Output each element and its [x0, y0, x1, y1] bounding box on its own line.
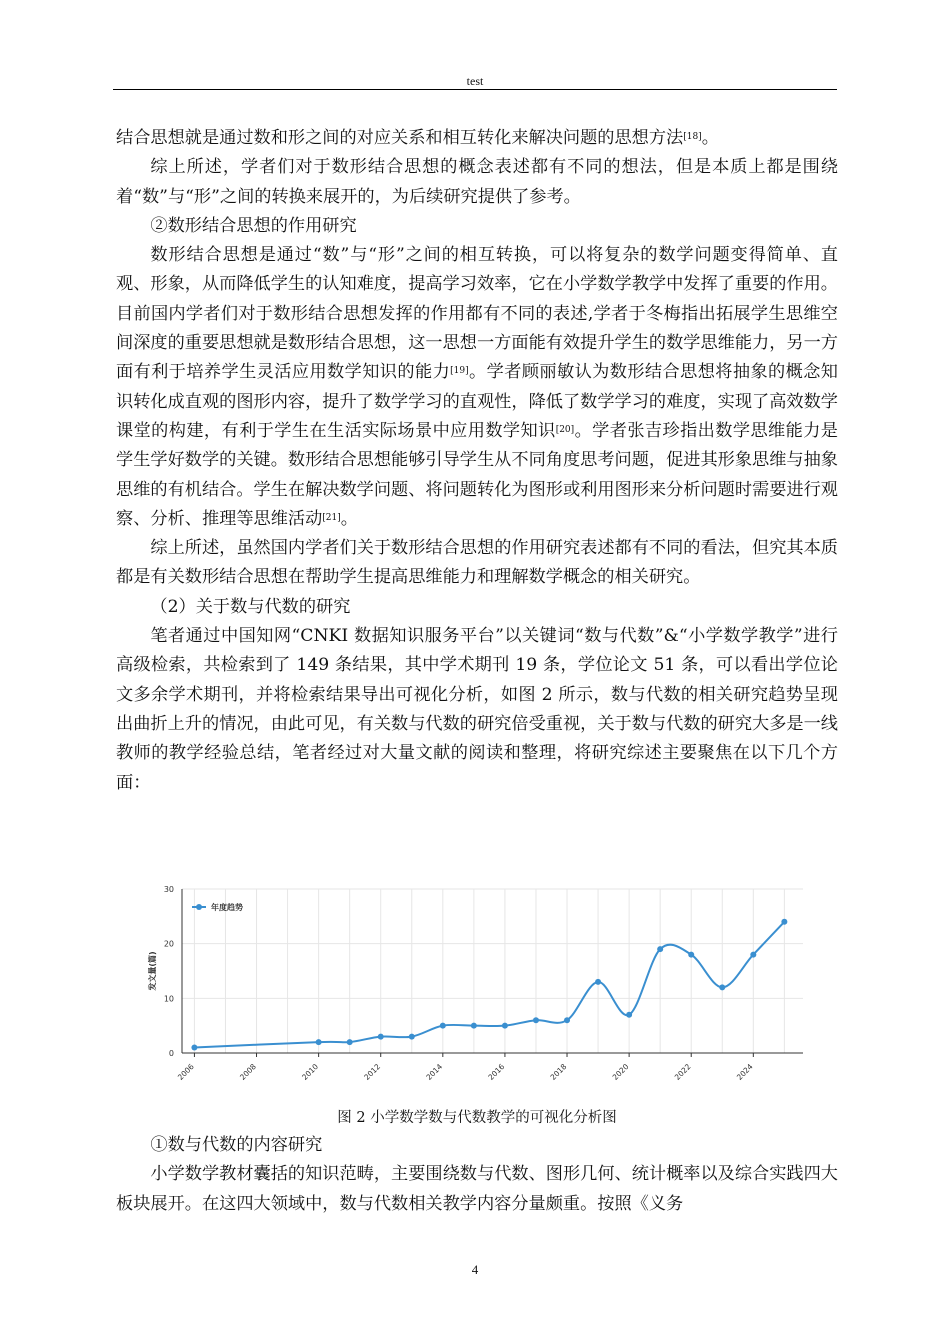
body-text-continued: [116, 1131, 838, 1219]
paragraph: 综上所述，学者们对于数形结合思想的概念表述都有不同的想法，但是本质上都是围绕着“数”与“形”之间的转换来展开的，为后续研究提供了参考。: [116, 157, 838, 207]
data-point: [719, 984, 725, 990]
x-tick-label: 2018: [548, 1062, 569, 1082]
data-point: [533, 1017, 539, 1023]
data-point: [502, 1023, 508, 1029]
x-tick-label: 2020: [610, 1062, 631, 1082]
data-point: [316, 1039, 322, 1045]
data-point: [471, 1023, 477, 1029]
data-point: [440, 1023, 446, 1029]
data-point: [595, 979, 601, 985]
y-tick-label: 10: [163, 994, 174, 1004]
x-tick-label: 2006: [175, 1062, 196, 1082]
data-point: [191, 1045, 197, 1051]
data-point: [781, 919, 787, 925]
series-line: [194, 922, 784, 1048]
x-tick-label: 2008: [238, 1062, 258, 1082]
paragraph: 结合思想就是通过数和形之间的对应关系和相互转化来解决问题的思想方法[18]。: [116, 128, 719, 148]
legend-marker: [196, 904, 202, 910]
x-tick-label: 2022: [672, 1062, 693, 1082]
x-tick-label: 2010: [300, 1062, 321, 1082]
figure-caption: 图 2 小学数学数与代数教学的可视化分析图: [337, 1110, 617, 1126]
page-header: test: [466, 74, 484, 88]
y-axis-label: 发文量(篇): [148, 951, 157, 991]
paragraph: 数形结合思想是通过“数”与“形”之间的相互转换，可以将复杂的数学问题变得简单、直观、形象，从而降低学生的认知难度，提高学习效率，它在小学数学教学中发挥了重要的作用。目前国内学者们对于数形结合思想发挥的作用都有不同的表述,学者于冬梅指出拓展学生思维空间深度的重要思想就是数形结合思想，这一思想一方面能有效提升学生的数学思维能力，另一方面有利于培养学生灵活应用数学知识的能力[19]。学者顾丽敏认为数形结合思想将抽象的概念知识转化成直观的图形内容，提升了数学学习的直观性，降低了数学学习的难度，实现了高效数学课堂的构建，有利于学生在生活实际场景中应用数学知识[20]。学者张吉珍指出数学思维能力是学生学好数学的关键。数形结合思想能够引导学生从不同角度思考问题，促进其形象思维与抽象思维的有机结合。学生在解决数学问题、将问题转化为图形或利用图形来分析问题时需要进行观察、分析、推理等思维活动[21]。: [116, 245, 838, 529]
data-point: [564, 1017, 570, 1023]
paragraph: 笔者通过中国知网“CNKI 数据知识服务平台”以关键词“数与代数”&“小学数学教学”进行高级检索，共检索到了 149 条结果，其中学术期刊 19 条，学位论文 51 条，可以看出学位论文多余学术期刊，并将检索结果导出可视化分析，如图 2 所示，数与代数的相关研究趋势呈现出曲折上升的情况，由此可见，有关数与代数的研究倍受重视，关于数与代数的研究大多是一线教师的教学经验总结，笔者经过对大量文献的阅读和整理，将研究综述主要聚焦在以下几个方面：: [116, 626, 838, 793]
section-heading: （2）关于数与代数的研究: [150, 596, 351, 617]
section-heading: ②数形结合思想的作用研究: [150, 215, 357, 236]
data-point: [409, 1034, 415, 1040]
paragraph: 小学数学教材囊括的知识范畴，主要围绕数与代数、图形几何、统计概率以及综合实践四大板块展开。在这四大领域中，数与代数相关教学内容分量颇重。按照《义务: [116, 1164, 838, 1214]
x-tick-label: 2024: [734, 1062, 755, 1082]
x-tick-label: 2014: [424, 1062, 445, 1082]
data-point: [688, 952, 694, 958]
header-rule: [113, 89, 837, 90]
page-number: 4: [471, 1262, 479, 1277]
line-chart: [141, 878, 811, 1100]
paragraph: 综上所述，虽然国内学者们关于数形结合思想的作用研究表述都有不同的看法，但究其本质都是有关数形结合思想在帮助学生提高思维能力和理解数学概念的相关研究。: [116, 538, 838, 588]
legend-label: 年度趋势: [211, 903, 243, 912]
data-point: [626, 1012, 632, 1018]
body-text: [116, 124, 838, 798]
x-tick-label: 2012: [362, 1062, 383, 1082]
x-tick-label: 2016: [486, 1062, 507, 1082]
y-tick-label: 0: [168, 1049, 174, 1058]
y-tick-label: 30: [163, 885, 174, 894]
data-point: [657, 946, 663, 952]
data-point: [347, 1039, 353, 1045]
y-tick-label: 20: [163, 939, 174, 949]
data-point: [750, 952, 756, 958]
figure-chart: [141, 878, 811, 1100]
section-heading: ①数与代数的内容研究: [150, 1135, 323, 1155]
data-point: [378, 1034, 384, 1040]
